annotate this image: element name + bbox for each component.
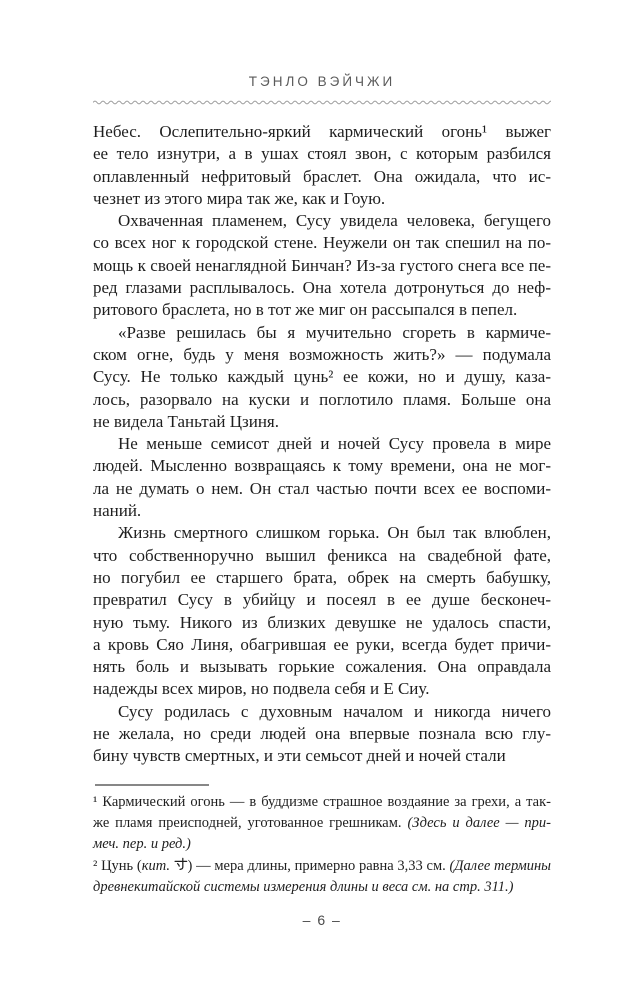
body-line: мощь к своей ненаглядной Бинчан? Из-за густого снега все пе- (93, 255, 551, 275)
body-line: Сусу родилась с духовным началом и никогда ничего (118, 701, 551, 721)
body-line: надежды всех миров, но подвела себя и Е Сиу. (93, 679, 430, 699)
footnote-line (93, 813, 551, 834)
wavy-divider (93, 99, 551, 106)
body-line: не желала, но среди людей она впервые познала всю глу- (93, 724, 551, 744)
footnote-line (93, 792, 551, 813)
footnote-text: ¹ Кармический огонь — в буддизме страшное воздаяние за грехи, а так- (93, 794, 551, 810)
body-line: ред глазами расплывалось. Она хотела дотронуться до неф- (93, 278, 551, 298)
footnote-text: ² Цунь ( (93, 857, 142, 874)
footnote-italic-text: (Здесь и далее — при- (407, 815, 551, 832)
footnote-line (93, 856, 551, 877)
body-line: превратил Сусу в убийцу и посеял в ее душе бесконеч- (93, 590, 551, 610)
body-text (93, 121, 551, 768)
body-line: Сусу. Не только каждый цунь² ее кожи, но и душу, каза- (93, 367, 551, 387)
footnotes (93, 792, 551, 898)
body-line: ла не думать о нем. Он стал частью почти всех ее воспоми- (93, 478, 551, 498)
body-line: Охваченная пламенем, Сусу увидела человека, бегущего (118, 211, 551, 231)
body-line: ее тело изнутри, а в ушах стоял звон, с которым разбился (93, 144, 551, 164)
body-line: Небес. Ослепительно-яркий кармический огонь¹ выжег (93, 122, 551, 141)
body-line: Не меньше семисот дней и ночей Сусу провела в мире (118, 434, 551, 454)
footnote-divider (95, 784, 209, 786)
body-line: но погубил ее старшего брата, обрек на смерть бабушку, (93, 567, 551, 587)
body-line: чезнет из этого мира так же, как и Гоую. (93, 188, 386, 208)
body-line: людей. Мысленно возвращаясь к тому времени, она не мог- (93, 456, 551, 476)
footnote-italic-text: кит. (141, 857, 171, 874)
page-number: – 6 – (302, 912, 342, 928)
body-line: лось, разорвало на куски и поглотило пламя. Больше она (93, 389, 551, 409)
body-line: Жизнь смертного слишком горька. Он был так влюблен, (118, 523, 551, 543)
footnote-italic-text: меч. пер. и ред.) (93, 836, 191, 853)
footnote-text: же пламя преисподней, уготованное грешникам. (93, 815, 408, 832)
body-line: бину чувств смертных, и эти семьсот дней и ночей стали (93, 746, 506, 766)
body-line: ную тьму. Никого из близких девушке не удалось спасти, (93, 612, 551, 632)
body-line: не видела Таньтай Цзиня. (93, 411, 279, 431)
body-line: ском огне, будь у меня возможность жить?» — подумала (93, 344, 551, 364)
footnote-italic-text: древнекитайской системы измерения длины и веса см. на стр. 311.) (93, 878, 514, 895)
cun-character (174, 856, 188, 877)
footnote-text: ) — мера длины, примерно равна 3,33 см. (187, 857, 450, 874)
body-line: ритового браслета, но в тот же миг он рассыпался в пепел. (93, 300, 518, 320)
footnote-line (93, 877, 551, 898)
body-line: наний. (93, 501, 142, 521)
body-line: «Разве решилась бы я мучительно сгореть в кармиче- (118, 322, 551, 342)
running-head: ТЭНЛО ВЭЙЧЖИ (248, 74, 396, 89)
body-line: оплавленный нефритовый браслет. Она ожидала, что ис- (93, 166, 551, 186)
body-line: что собственноручно вышил феникса на свадебной фате, (93, 545, 551, 565)
body-line: со всех ног к городской стене. Неужели он так спешил на по- (93, 233, 551, 253)
body-line: нять боль и вызывать горькие сожаления. Она оправдала (93, 657, 551, 677)
body-line: а кровь Сяо Линя, обагрившая ее руки, всегда будет причи- (93, 634, 551, 654)
footnote-italic-text: (Далее термины (449, 857, 552, 874)
footnote-line (93, 834, 551, 855)
